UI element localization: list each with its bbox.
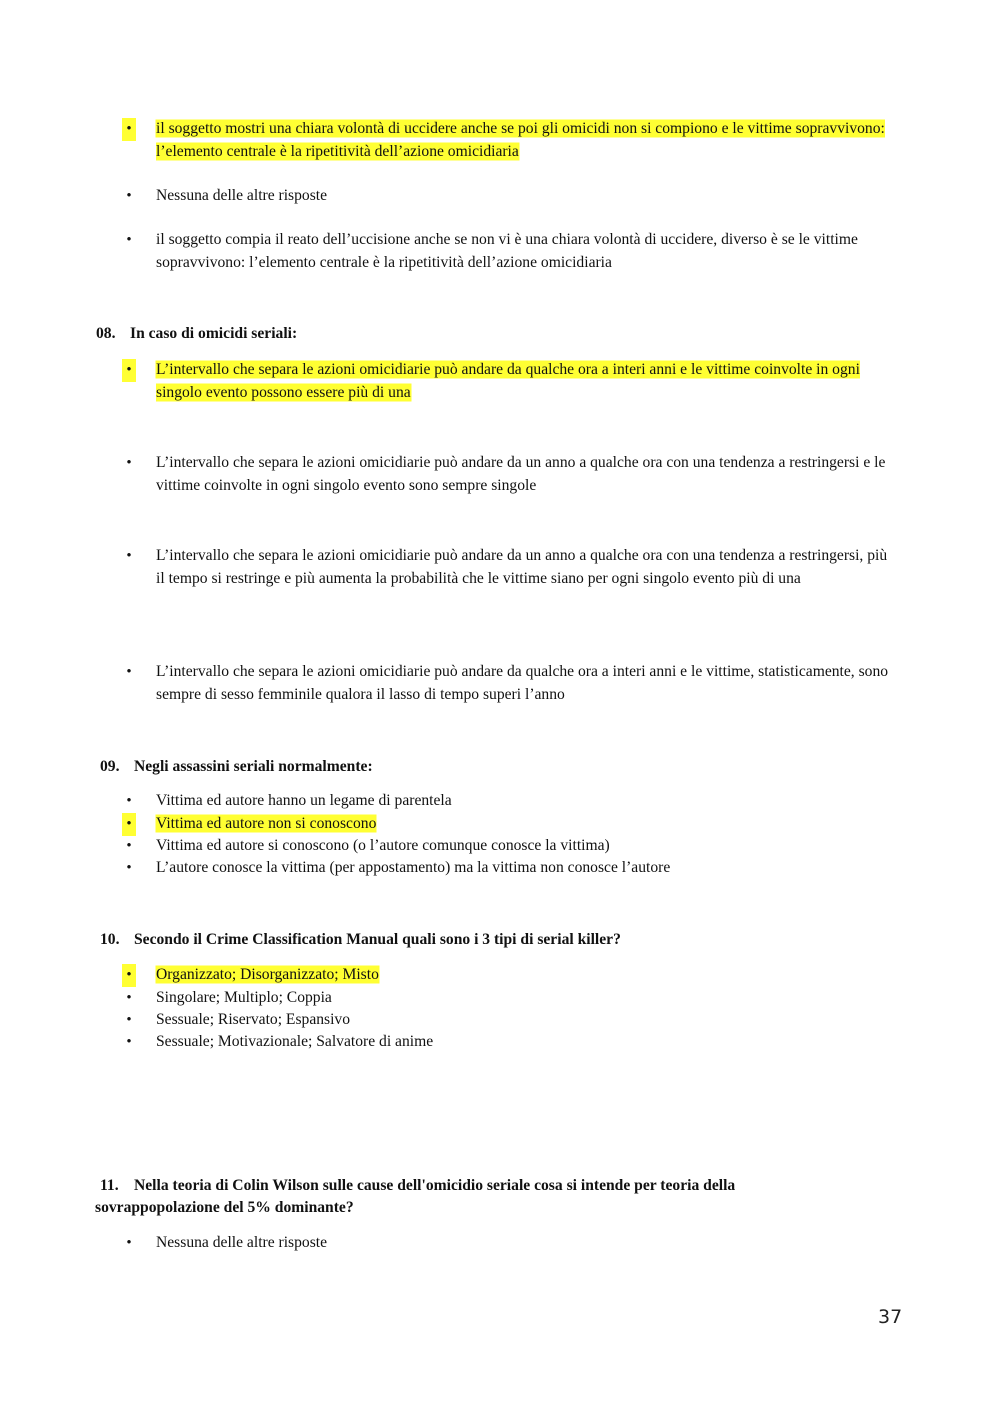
bullet: •: [122, 813, 136, 836]
answer-option: L’intervallo che separa le azioni omicidiarie può andare da un anno a qualche ora con una tendenza a restringersi, più il tempo si restringe e più aumenta la probabilità che le vittime siano per ogni singolo evento più di una: [156, 547, 888, 587]
question-number: 11.: [100, 1177, 119, 1194]
question-text: Negli assassini seriali normalmente:: [134, 758, 373, 775]
answer-option-correct: [156, 359, 896, 404]
answer-text: Vittima ed autore non si conoscono: [156, 815, 377, 832]
answer-option: Sessuale; Motivazionale; Salvatore di anime: [156, 1033, 434, 1050]
answer-option: L’autore conosce la vittima (per appostamento) ma la vittima non conosce l’autore: [156, 859, 671, 876]
answer-option: L’intervallo che separa le azioni omicidiarie può andare da qualche ora a interi anni e le vittime, statisticamente, sono sempre di sesso femminile qualora il lasso di tempo superi l’anno: [156, 663, 889, 703]
answer-option: Vittima ed autore hanno un legame di parentela: [156, 792, 452, 809]
question-heading: [96, 323, 297, 345]
answer-option: il soggetto compia il reato dell’uccisione anche se non vi è una chiara volontà di uccidere, diverso è se le vittime sopravvivono: l’elemento centrale è la ripetitività dell’azione omicidiaria: [156, 231, 858, 271]
answer-option: Sessuale; Riservato; Espansivo: [156, 1011, 351, 1028]
question-text-continued: sovrappopolazione del 5% dominante?: [95, 1199, 354, 1216]
bullet: •: [122, 118, 136, 141]
answer-option: Vittima ed autore si conoscono (o l’autore comunque conosce la vittima): [156, 837, 610, 854]
bullet: •: [126, 455, 132, 471]
answer-text: Organizzato; Disorganizzato; Misto: [156, 966, 379, 983]
question-number: 10.: [100, 931, 120, 948]
question-heading: [100, 929, 621, 951]
answer-option-correct: [156, 964, 896, 987]
question-number: 08.: [96, 325, 116, 342]
answer-option-correct: [156, 813, 896, 836]
bullet: •: [122, 964, 136, 987]
bullet: •: [126, 1235, 132, 1251]
bullet: •: [126, 990, 132, 1006]
answer-option: Singolare; Multiplo; Coppia: [156, 989, 332, 1006]
bullet: •: [126, 838, 132, 854]
page-number: 37: [878, 1306, 903, 1328]
bullet: •: [126, 793, 132, 809]
answer-option: Nessuna delle altre risposte: [156, 187, 328, 204]
bullet: •: [126, 548, 132, 564]
bullet: •: [126, 1012, 132, 1028]
question-heading: [100, 756, 373, 778]
bullet: •: [126, 232, 132, 248]
question-text: In caso di omicidi seriali:: [130, 325, 298, 342]
bullet: •: [126, 1034, 132, 1050]
answer-text: il soggetto mostri una chiara volontà di uccidere anche se poi gli omicidi non si compiono e le vittime sopravvivono: l’elemento centrale è la ripetitività dell’azione omicidiaria: [156, 120, 885, 160]
bullet: •: [126, 664, 132, 680]
bullet: •: [126, 860, 132, 876]
answer-option: L’intervallo che separa le azioni omicidiarie può andare da un anno a qualche ora con una tendenza a restringersi e le vittime coinvolte in ogni singolo evento sono sempre singole: [156, 454, 886, 494]
bullet: •: [126, 188, 132, 204]
question-text: Nella teoria di Colin Wilson sulle cause dell'omicidio seriale cosa si intende per teoria della: [134, 1177, 736, 1194]
answer-option-correct: [156, 118, 896, 163]
question-heading: [100, 1175, 735, 1197]
answer-text: L’intervallo che separa le azioni omicidiarie può andare da qualche ora a interi anni e le vittime coinvolte in ogni singolo evento possono essere più di una: [156, 361, 860, 401]
question-number: 09.: [100, 758, 120, 775]
answer-option: Nessuna delle altre risposte: [156, 1234, 328, 1251]
question-text: Secondo il Crime Classification Manual quali sono i 3 tipi di serial killer?: [134, 931, 621, 948]
bullet: •: [122, 359, 136, 382]
